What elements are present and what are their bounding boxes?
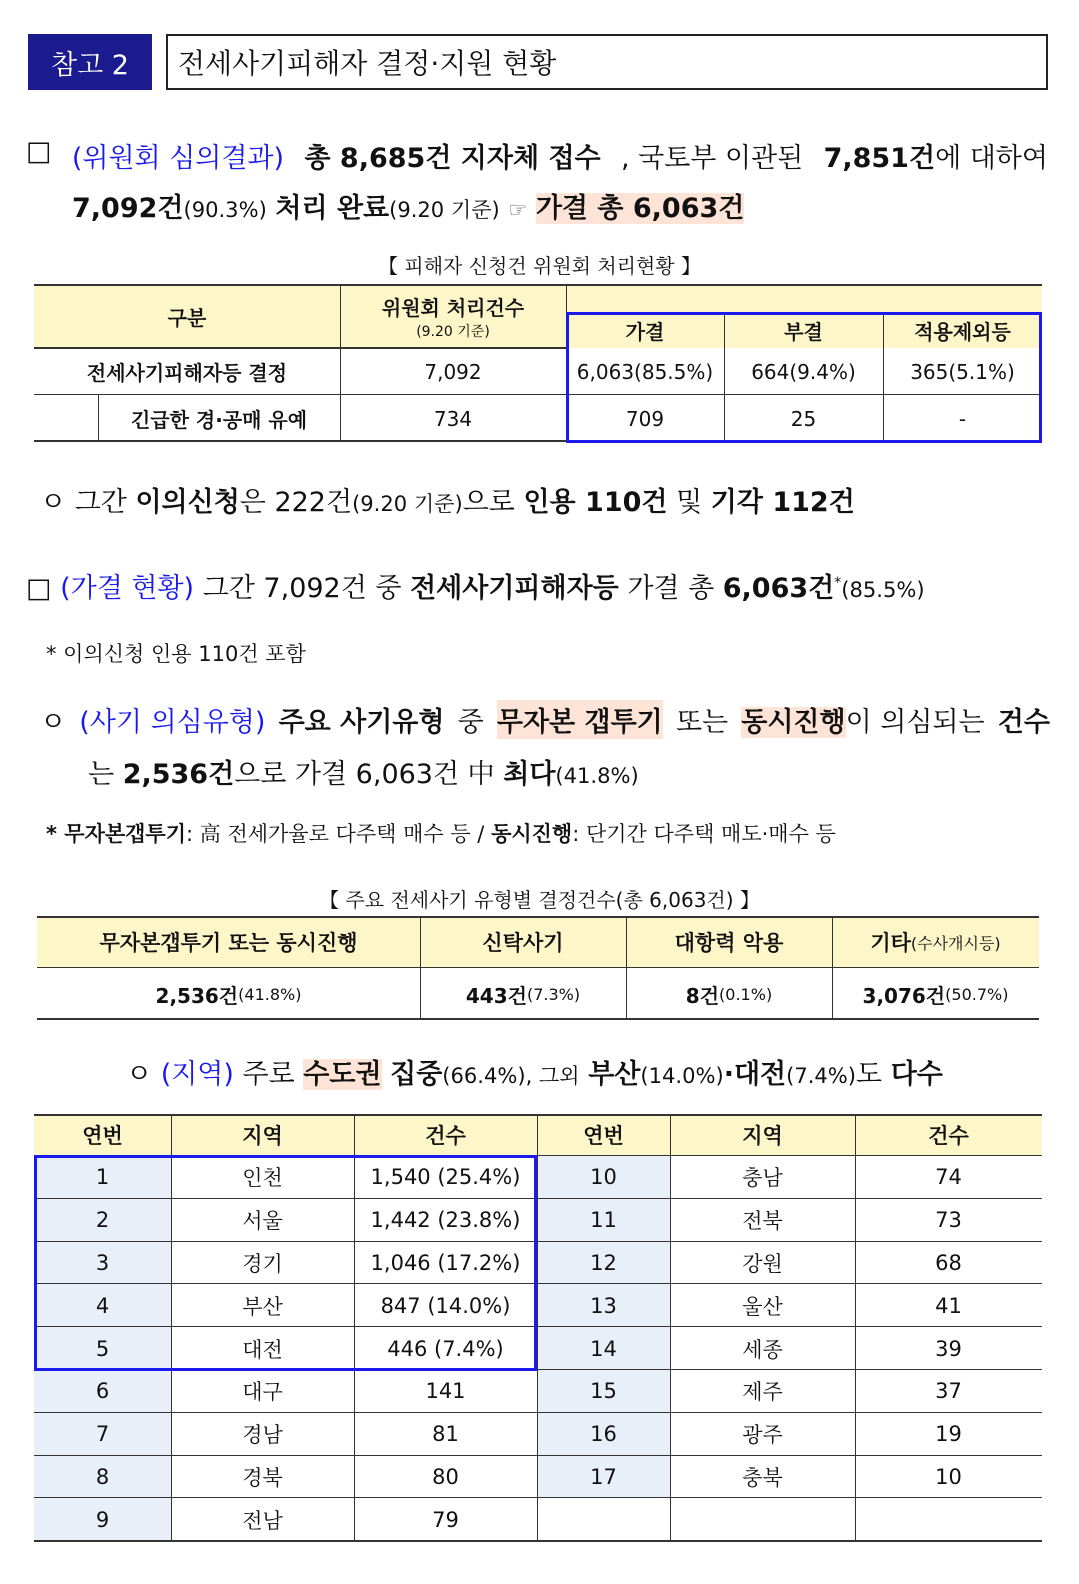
section1-line1 (26, 136, 1048, 175)
objection-rejected: 기각 112건 (710, 487, 855, 518)
region-row-name: 전남 (242, 1508, 283, 1533)
fraud-text-2: 또는 (675, 707, 729, 738)
committee-processing-table (34, 284, 1042, 442)
region-row-count: 446 (7.4%) (387, 1336, 504, 1361)
square-bullet-2: □ (26, 573, 52, 604)
region-row-no: 13 (590, 1293, 617, 1318)
region-row-no: 14 (590, 1336, 617, 1361)
region-row-name: 제주 (742, 1380, 783, 1405)
region-row-name: 서울 (242, 1209, 283, 1234)
committee-result-label: (위원회 심의결과) (71, 143, 285, 174)
objection-date: (9.20 기준) (352, 491, 463, 516)
region-row-count: 1,046 (17.2%) (370, 1250, 521, 1275)
val-gap-investment: 2,536건 (155, 983, 239, 1008)
region-row-no: 2 (95, 1208, 110, 1233)
fraud-text-4: 는 (88, 759, 115, 790)
section2-text-1: 그간 7,092건 중 (202, 573, 402, 604)
region-row-name: 경남 (242, 1423, 283, 1448)
approved-count: 6,063건 (722, 573, 835, 604)
victims-label: 전세사기피해자등 (410, 573, 619, 604)
top5-highlight-box (34, 1155, 537, 1371)
transferred-count: 7,851건 (823, 143, 936, 174)
region-row-no: 9 (95, 1507, 110, 1532)
fraud-type-label: (사기 의심유형) (79, 707, 266, 738)
region-capital-pct: (66.4%), 그외 (442, 1063, 580, 1088)
region-daejeon: 대전 (733, 1059, 787, 1090)
region-row-count: 81 (432, 1422, 459, 1447)
footnote-mark: * (834, 575, 842, 591)
region-row-no: 5 (95, 1336, 110, 1361)
region-row-count: 1,540 (25.4%) (370, 1165, 521, 1190)
region-label: (지역) (160, 1059, 234, 1090)
col-approve: 가결 (625, 320, 665, 344)
region-row-no: 3 (95, 1250, 110, 1275)
section2-text-2: 가결 총 (627, 573, 715, 604)
fraud-note-term-1: * 무자본갭투기 (46, 822, 187, 846)
row1-excluded: 365(5.1%) (910, 359, 1015, 384)
region-row-name: 광주 (742, 1423, 783, 1448)
processed-done: 처리 완료 (275, 193, 390, 224)
region-row-no: 12 (590, 1250, 617, 1275)
val-opposition-abuse-pct: (0.1%) (719, 984, 773, 1004)
col-count-sub: (9.20 기준) (416, 323, 490, 340)
fraud-line2 (88, 752, 639, 791)
transfer-text: , 국토부 이관된 (620, 143, 804, 174)
region-col-header: 건수 (425, 1124, 466, 1148)
region-many: 다수 (890, 1059, 943, 1090)
fraud-line1 (40, 700, 1050, 739)
objection-text-1: 그간 (74, 487, 127, 518)
row1-approve: 6,063(85.5%) (576, 359, 714, 384)
approved-pct: (85.5%) (841, 577, 925, 602)
objection-count: 은 222건 (239, 487, 353, 518)
fraud-type-table (37, 916, 1039, 1020)
fraud-text-3: 이 의심되는 (845, 707, 985, 738)
region-row-no: 17 (590, 1464, 617, 1489)
col-gubun: 구분 (167, 305, 207, 330)
region-row-count: 141 (425, 1379, 466, 1404)
region-row-name: 세종 (742, 1337, 783, 1362)
processed-pct: (90.3%) (183, 197, 267, 222)
region-row-count: 79 (432, 1507, 459, 1532)
region-col-header: 연번 (82, 1124, 123, 1148)
fraud-count: 2,536건 (122, 759, 235, 790)
region-row-name: 대전 (242, 1337, 283, 1362)
circle-bullet: ㅇ (40, 487, 67, 518)
col-gap-investment: 무자본갭투기 또는 동시진행 (99, 931, 358, 955)
approved-total: 가결 총 6,063건 (535, 193, 745, 224)
region-row-no: 8 (95, 1464, 110, 1489)
col-other-sub: (수사개시등) (910, 933, 1001, 953)
region-row-count: 847 (14.0%) (380, 1293, 511, 1318)
square-bullet: □ (26, 136, 52, 167)
region-row-name: 울산 (742, 1294, 783, 1319)
region-row-name: 강원 (742, 1251, 783, 1276)
region-row-no: 7 (95, 1422, 110, 1447)
objection-label: 이의신청 (135, 487, 240, 518)
fraud-main-types: 주요 사기유형 (278, 707, 445, 738)
region-row-no: 1 (95, 1165, 110, 1190)
region-row-count: 68 (935, 1250, 962, 1275)
region-row-name: 부산 (242, 1294, 283, 1319)
region-table (34, 1114, 1042, 1542)
fraud-text-1: 중 (457, 707, 484, 738)
fraud-gap-investment: 무자본 갭투기 (497, 700, 663, 739)
page-title: 전세사기피해자 결정·지원 현황 (166, 34, 1048, 90)
region-row-count: 41 (935, 1293, 962, 1318)
val-opposition-abuse: 8건 (685, 983, 720, 1008)
circle-bullet-3: ㅇ (126, 1059, 153, 1090)
region-row-count: 1,442 (23.8%) (370, 1208, 521, 1233)
fraud-note-term-2: 동시진행 (491, 822, 573, 846)
region-daejeon-pct: (7.4%) (786, 1063, 857, 1088)
table2-caption: 【 주요 전세사기 유형별 결정건수(총 6,063건) 】 (319, 888, 760, 912)
table1-caption: 【 피해자 신청건 위원회 처리현황 】 (378, 254, 701, 278)
val-other: 3,076건 (862, 983, 946, 1008)
region-row-name: 대구 (242, 1380, 283, 1405)
total-received: 총 8,685건 지자체 접수 (304, 143, 601, 174)
reference-label: 참고 2 (28, 34, 152, 90)
row1-count: 7,092 (424, 359, 482, 384)
region-row-no: 10 (590, 1165, 617, 1190)
objection-text-2: 으로 (462, 487, 515, 518)
region-row-count: 10 (935, 1464, 962, 1489)
approval-status-label: (가결 현황) (60, 573, 195, 604)
region-capital: 수도권 (303, 1059, 382, 1090)
region-row-no: 11 (590, 1208, 617, 1233)
processed-date: (9.20 기준) (389, 197, 500, 222)
region-row-no: 16 (590, 1422, 617, 1447)
region-row-name: 전북 (742, 1209, 783, 1234)
region-row-count: 73 (935, 1208, 962, 1233)
fraud-simultaneous: 동시진행 (741, 707, 846, 738)
region-busan-pct: (14.0%) (640, 1063, 724, 1088)
fraud-most: 최다 (503, 759, 556, 790)
row2-count: 734 (433, 406, 473, 431)
objection-line (40, 480, 855, 519)
row2-label: 긴급한 경·공매 유예 (130, 408, 308, 432)
region-row-no: 6 (95, 1379, 110, 1404)
fraud-note (46, 818, 836, 848)
fraud-pct: (41.8%) (555, 763, 639, 788)
pointing-hand-icon: ☞ (508, 197, 528, 222)
region-row-no: 15 (590, 1379, 617, 1404)
val-gap-investment-pct: (41.8%) (238, 984, 302, 1004)
region-dot: · (723, 1059, 734, 1090)
region-row-no: 4 (95, 1293, 110, 1318)
col-excluded: 적용제외등 (914, 320, 1011, 344)
val-other-pct: (50.7%) (945, 984, 1009, 1004)
region-row-name: 충남 (742, 1166, 783, 1191)
region-col-header: 연번 (583, 1124, 624, 1148)
region-text-2: 도 (856, 1059, 883, 1090)
approval-highlight-box (566, 312, 1042, 443)
row2-reject: 25 (790, 406, 817, 431)
val-trust-fraud: 443건 (465, 983, 527, 1008)
circle-bullet-2: ㅇ (40, 707, 67, 738)
objection-and: 및 (676, 487, 703, 518)
region-col-header: 지역 (242, 1124, 283, 1148)
col-reject: 부결 (784, 320, 823, 344)
col-opposition-abuse: 대항력 악용 (674, 931, 784, 955)
section2-note: * 이의신청 인용 110건 포함 (46, 642, 306, 666)
region-busan: 부산 (588, 1059, 641, 1090)
region-row-name: 인천 (242, 1166, 283, 1191)
region-row-name: 경기 (242, 1251, 283, 1276)
val-trust-fraud-pct: (7.3%) (526, 984, 581, 1004)
col-count: 위원회 처리건수 (381, 295, 525, 320)
objection-accepted: 인용 110건 (523, 487, 668, 518)
region-row-count: 19 (935, 1422, 962, 1447)
region-line (126, 1052, 943, 1091)
fraud-note-def-1: : 高 전세가율로 다주택 매수 등 / (186, 822, 485, 846)
fraud-note-def-2: : 단기간 다주택 매도·매수 등 (572, 822, 836, 846)
region-row-name: 충북 (742, 1465, 783, 1490)
region-row-count: 37 (935, 1379, 962, 1404)
region-row-count: 39 (935, 1336, 962, 1361)
region-row-count: 80 (432, 1464, 459, 1489)
row1-label: 전세사기피해자등 결정 (86, 361, 288, 385)
row2-approve: 709 (625, 406, 665, 431)
region-text-1: 주로 (242, 1059, 295, 1090)
region-row-name: 경북 (242, 1465, 283, 1490)
col-other: 기타 (870, 931, 911, 955)
fraud-count-label: 건수 (997, 707, 1050, 738)
section2-line (26, 566, 925, 605)
row2-excluded: - (958, 406, 967, 431)
processed-count: 7,092건 (72, 193, 184, 224)
region-col-header: 건수 (928, 1124, 969, 1148)
region-row-count: 74 (935, 1165, 962, 1190)
col-trust-fraud: 신탁사기 (482, 931, 564, 955)
region-concentration: 집중 (390, 1059, 443, 1090)
for-text: 에 대하여 (935, 143, 1048, 174)
fraud-text-5: 으로 가결 6,063건 中 (234, 759, 495, 790)
region-col-header: 지역 (742, 1124, 783, 1148)
row1-reject: 664(9.4%) (751, 359, 856, 384)
section1-line2 (72, 186, 744, 225)
